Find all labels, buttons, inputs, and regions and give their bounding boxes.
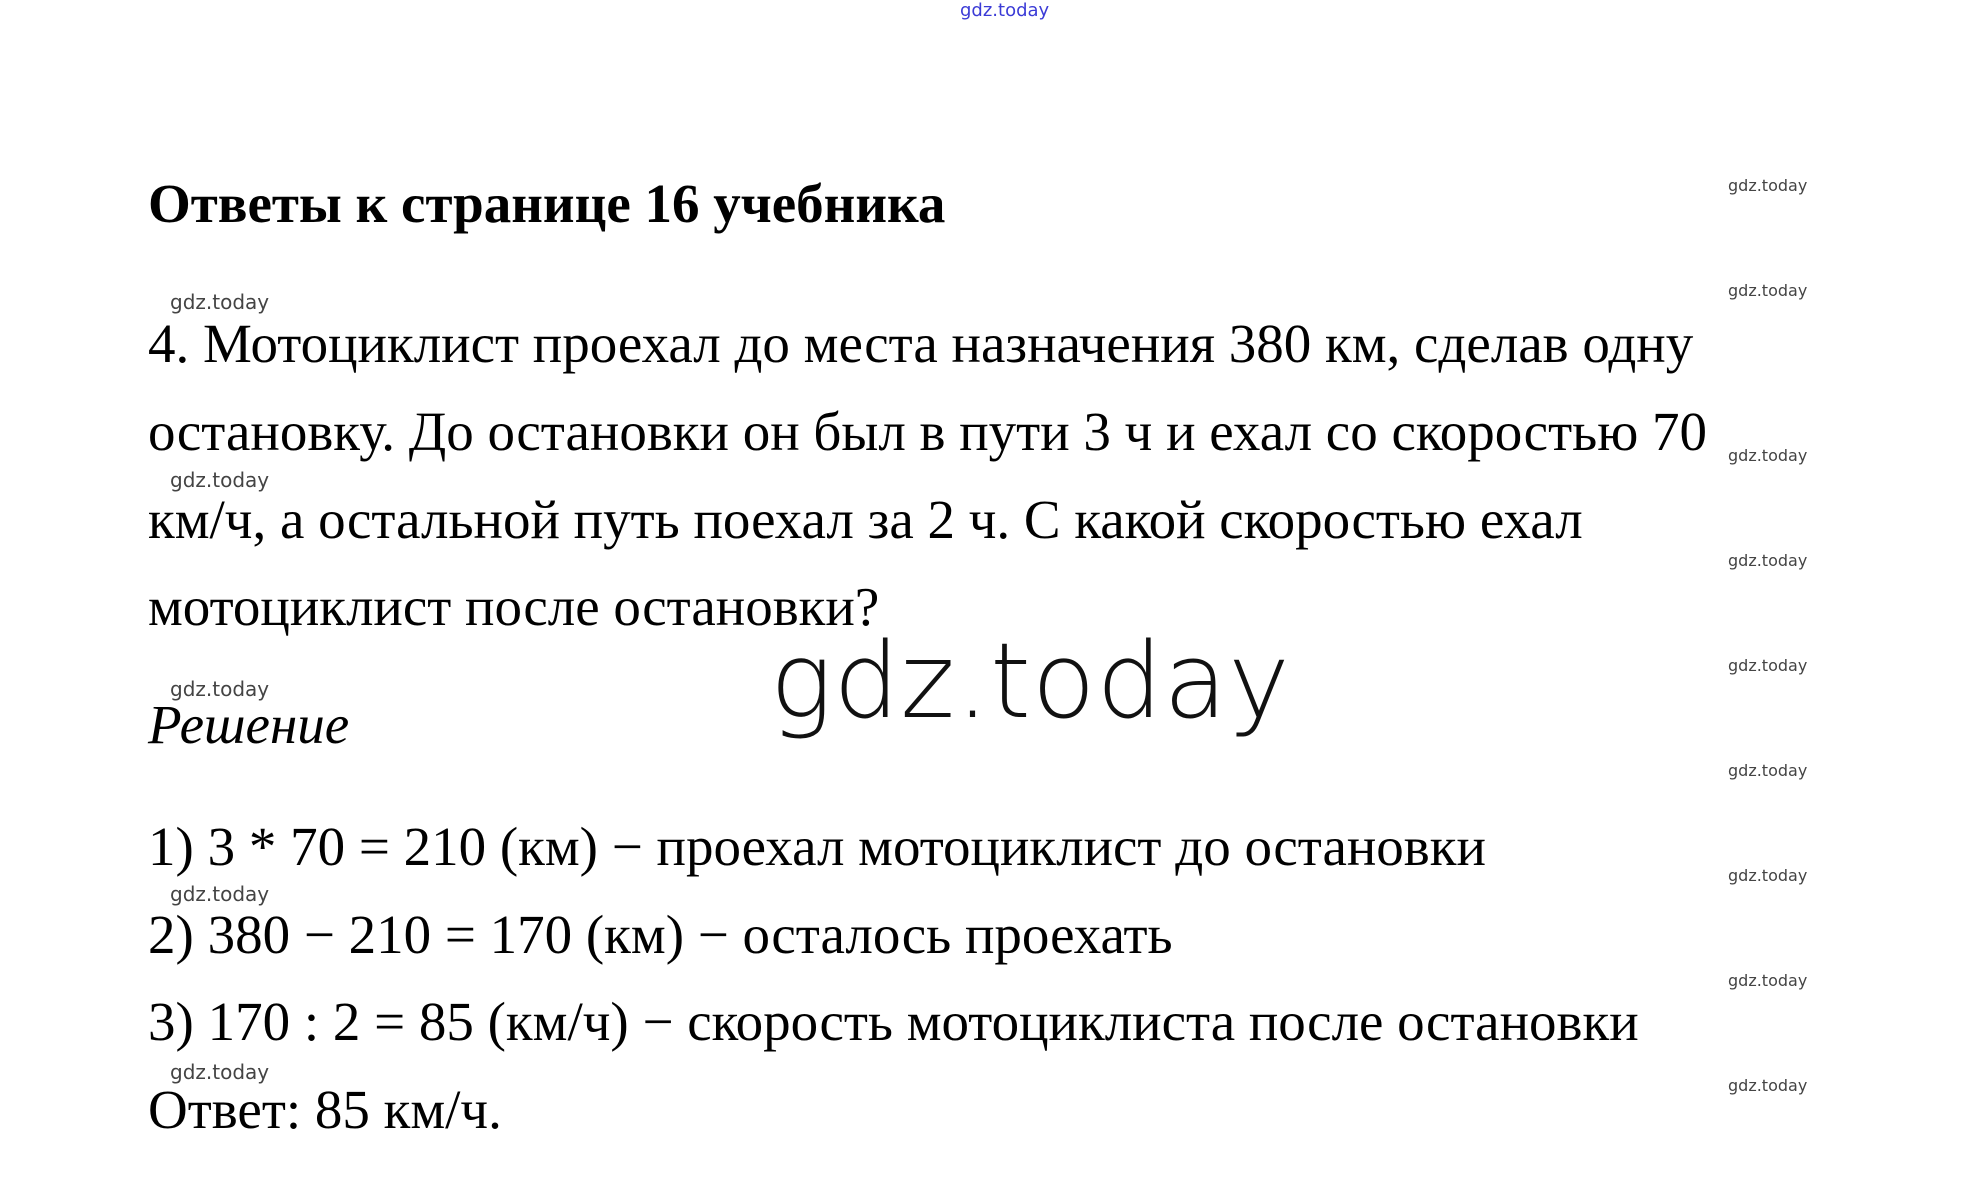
- solution-step: 2) 380 − 210 = 170 (км) − осталось проехать: [148, 904, 1173, 965]
- watermark-right: gdz.today: [1728, 971, 1808, 990]
- watermark-right: gdz.today: [1728, 551, 1808, 570]
- problem-line: 4. Мотоциклист проехал до места назначения 380 км, сделав одну: [148, 313, 1694, 374]
- watermark-top: gdz.today: [960, 0, 1050, 21]
- solution-step: 1) 3 * 70 = 210 (км) − проехал мотоциклист до остановки: [148, 816, 1486, 877]
- page-title: Ответы к странице 16 учебника: [148, 173, 946, 234]
- problem-line: мотоциклист после остановки?: [148, 576, 880, 637]
- watermark-right: gdz.today: [1728, 281, 1808, 300]
- watermark-large: gdz.today: [770, 620, 1291, 742]
- watermark-left: gdz.today: [170, 882, 270, 906]
- watermark-left: gdz.today: [170, 290, 270, 314]
- solution-step: 3) 170 : 2 = 85 (км/ч) − скорость мотоциклиста после остановки: [148, 991, 1639, 1052]
- problem-line: км/ч, а остальной путь поехал за 2 ч. С какой скоростью ехал: [148, 489, 1583, 550]
- watermark-left: gdz.today: [170, 677, 270, 701]
- answer-line: Ответ: 85 км/ч.: [148, 1079, 502, 1140]
- watermark-right: gdz.today: [1728, 176, 1808, 195]
- watermark-right: gdz.today: [1728, 761, 1808, 780]
- watermark-left: gdz.today: [170, 1060, 270, 1084]
- solution-heading: Решение: [148, 694, 350, 755]
- problem-line: остановку. До остановки он был в пути 3 ч и ехал со скоростью 70: [148, 401, 1708, 462]
- watermark-right: gdz.today: [1728, 446, 1808, 465]
- watermark-right: gdz.today: [1728, 866, 1808, 885]
- watermark-right: gdz.today: [1728, 656, 1808, 675]
- watermark-right: gdz.today: [1728, 1076, 1808, 1095]
- watermark-left: gdz.today: [170, 468, 270, 492]
